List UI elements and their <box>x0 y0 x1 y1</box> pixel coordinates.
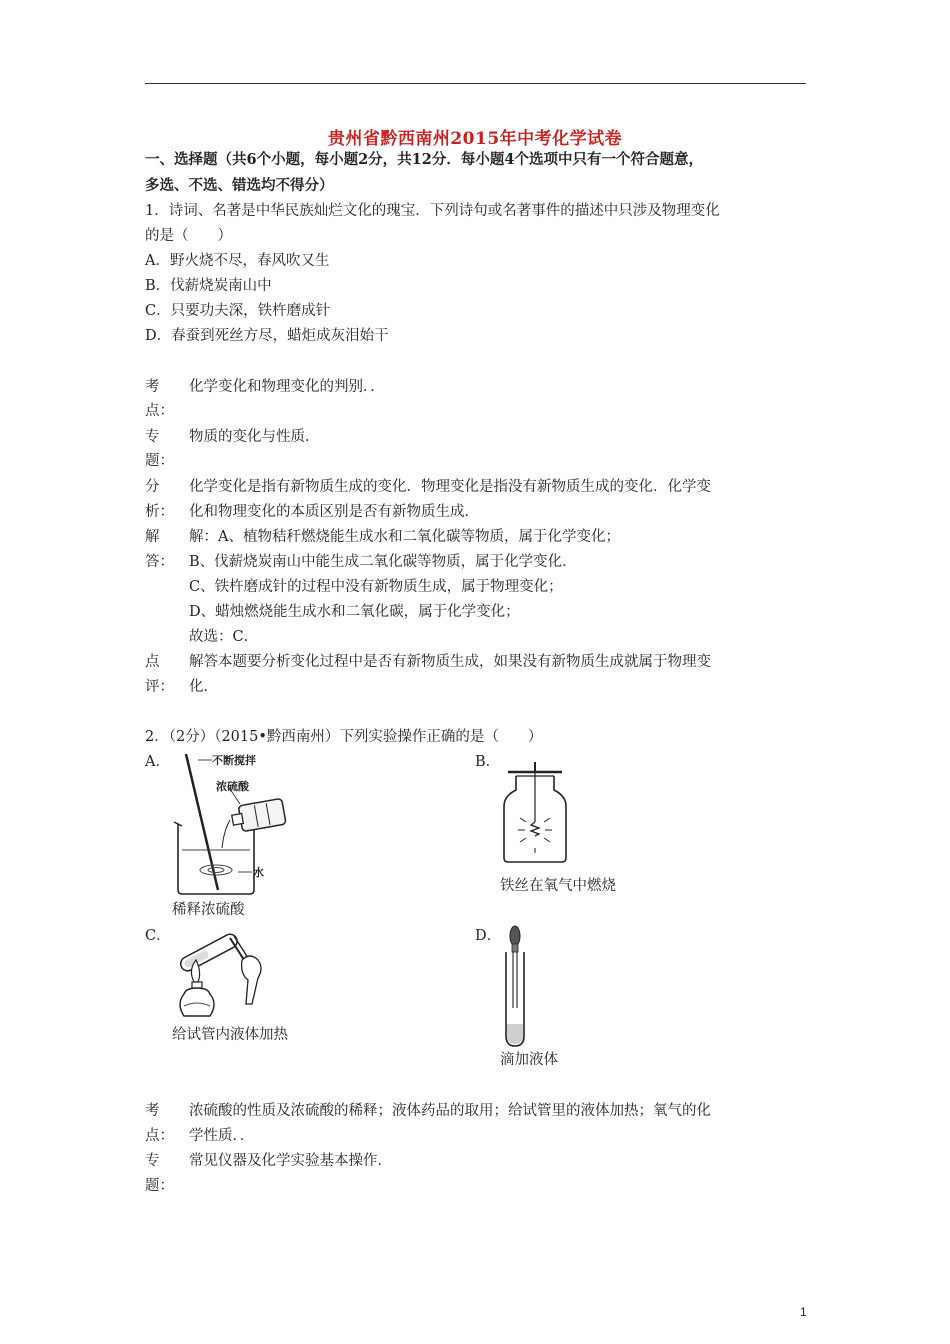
q1-option-b: B．伐薪烧炭南山中 <box>145 278 272 294</box>
figure-iron-burning <box>500 760 570 865</box>
figure-a-label-acid: 浓硫酸 <box>216 780 249 793</box>
q1-dianping-line-2: 化． <box>189 679 218 695</box>
q2-stem: 2．（2分）（2015•黔西南州）下列实验操作正确的是（ ） <box>145 729 543 745</box>
figure-dropper <box>500 924 530 1049</box>
q2-zhuanti-label-1: 专 <box>145 1153 160 1169</box>
q2-kaodian-line-1: 浓硫酸的性质及浓硫酸的稀释；液体药品的取用；给试管里的液体加热；氧气的化 <box>189 1103 711 1119</box>
q1-jieda-label-1: 解 <box>145 529 160 545</box>
section-heading-line-1: 一、选择题（共6个小题，每小题2分，共12分．每小题4个选项中只有一个符合题意， <box>145 151 703 168</box>
q2-zhuanti: 常见仪器及化学实验基本操作． <box>189 1153 392 1169</box>
q2-zhuanti-label-2: 题： <box>145 1178 174 1194</box>
q1-fenxi-label-1: 分 <box>145 479 160 495</box>
q1-stem-line-1: 1．诗词、名著是中华民族灿烂文化的瑰宝．下列诗句或名著事件的描述中只涉及物理变化 <box>145 203 720 219</box>
q1-kaodian-label-2: 点： <box>145 403 174 419</box>
q1-zhuanti: 物质的变化与性质． <box>189 429 320 445</box>
q1-stem-line-2: 的是（ ） <box>145 228 232 244</box>
q1-jieda-line-2: B、伐薪烧炭南山中能生成二氧化碳等物质，属于化学变化． <box>189 554 577 570</box>
q1-kaodian: 化学变化和物理变化的判别．． <box>189 379 385 395</box>
q1-fenxi-line-1: 化学变化是指有新物质生成的变化．物理变化是指没有新物质生成的变化．化学变 <box>189 479 711 495</box>
q2-option-b-label: B． <box>475 754 501 770</box>
figure-a-caption: 稀释浓硫酸 <box>172 902 245 918</box>
q2-option-a-label: A． <box>145 754 170 770</box>
q1-option-d: D．春蚕到死丝方尽，蜡炬成灰泪始干 <box>145 328 389 344</box>
figure-dilute-acid <box>172 752 302 897</box>
q1-option-c: C．只要功夫深，铁杵磨成针 <box>145 303 331 319</box>
q2-kaodian-label-1: 考 <box>145 1103 160 1119</box>
q1-jieda-line-5: 故选：C． <box>189 629 259 645</box>
q1-jieda-label-2: 答： <box>145 554 174 570</box>
q2-option-c-label: C． <box>145 928 171 944</box>
figure-a-label-water: 水 <box>253 866 264 879</box>
q1-fenxi-label-2: 析： <box>145 504 174 520</box>
q1-dianping-label-1: 点 <box>145 654 160 670</box>
q2-kaodian-line-2: 学性质．． <box>189 1128 255 1144</box>
q1-option-a: A．野火烧不尽，春风吹又生 <box>145 253 330 269</box>
q1-fenxi-line-2: 化和物理变化的本质区别是否有新物质生成． <box>189 504 479 520</box>
figure-d-caption: 滴加液体 <box>500 1052 558 1068</box>
q2-option-d-label: D． <box>475 928 502 944</box>
q1-dianping-label-2: 评： <box>145 679 174 695</box>
q1-dianping-line-1: 解答本题要分析变化过程中是否有新物质生成，如果没有新物质生成就属于物理变 <box>189 654 711 670</box>
figure-c-caption: 给试管内液体加热 <box>172 1027 288 1043</box>
figure-heating-tube <box>172 924 272 1024</box>
q1-zhuanti-label-1: 专 <box>145 429 160 445</box>
q1-jieda-line-1: 解：A、植物秸秆燃烧能生成水和二氧化碳等物质，属于化学变化； <box>189 529 620 545</box>
q1-kaodian-label-1: 考 <box>145 379 160 395</box>
page-title: 贵州省黔西南州2015年中考化学试卷 <box>327 129 623 149</box>
page-number: 1 <box>800 1305 807 1319</box>
q1-jieda-line-4: D、蜡烛燃烧能生成水和二氧化碳，属于化学变化； <box>189 604 520 620</box>
q2-kaodian-label-2: 点： <box>145 1128 174 1144</box>
q1-zhuanti-label-2: 题： <box>145 453 174 469</box>
figure-b-caption: 铁丝在氧气中燃烧 <box>500 878 616 894</box>
section-heading-line-2: 多选、不选、错选均不得分） <box>145 177 334 194</box>
header-rule <box>145 83 806 84</box>
figure-a-label-stir: 不断搅拌 <box>212 754 256 767</box>
q1-jieda-line-3: C、铁杵磨成针的过程中没有新物质生成，属于物理变化； <box>189 579 563 595</box>
